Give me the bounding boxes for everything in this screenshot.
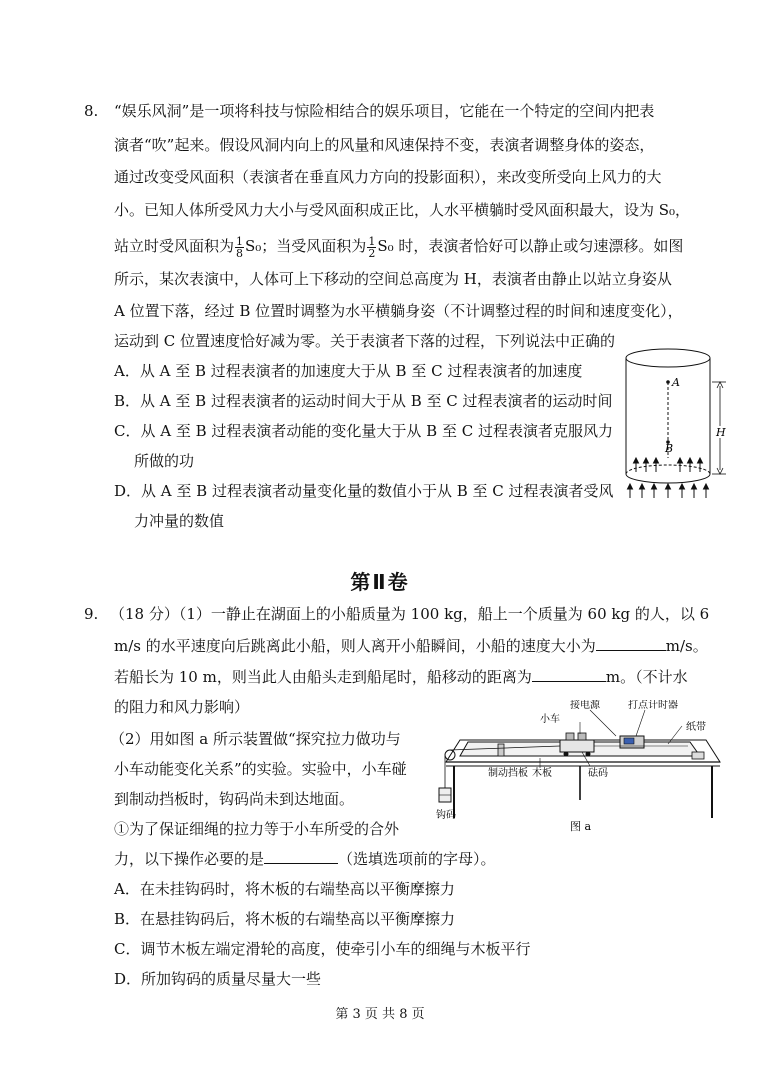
q9-line3-part-b: m。（不计水 — [605, 668, 688, 686]
q9-line2-part-a: m/s 的水平速度向后跳离此小船，则人离开小船瞬间，小船的速度大小为 — [114, 637, 596, 655]
q8-line5-part-c: S₀ 时，表演者恰好可以静止或匀速漂移。如图 — [377, 237, 684, 255]
cart-label: 小车 — [540, 714, 560, 725]
power-label: 接电源 — [570, 700, 600, 711]
q9-option-a: A．在未挂钩码时，将木板的右端垫高以平衡摩擦力 — [114, 880, 455, 898]
q9-part2-line5-part-a: 力，以下操作必要的是 — [114, 850, 265, 868]
q8-option-c-line-1: C．从 A 至 B 过程表演者动能的变化量大于从 B 至 C 过程表演者克服风力 — [114, 422, 613, 440]
q8-text-line-7: A 位置下落，经过 B 位置时调整为水平横躺身姿（不计调整过程的时间和速度变化）， — [114, 302, 683, 320]
wind-arrows-below — [628, 484, 709, 498]
q9-part2-line5-part-b: （选填选项前的字母）。 — [338, 850, 496, 868]
answer-blank-boat-speed[interactable] — [596, 636, 666, 651]
q9-part2-line-3: 到制动挡板时，钩码尚未到达地面。 — [114, 790, 355, 808]
q9-option-d: D．所加钩码的质量尽量大一些 — [114, 970, 322, 988]
q8-text-line-1: “娱乐风洞”是一项将科技与惊险相结合的娱乐项目，它能在一个特定的空间内把表 — [114, 102, 655, 120]
q8-option-d-line-1: D．从 A 至 B 过程表演者动量变化量的数值小于从 B 至 C 过程表演者受风 — [114, 482, 614, 500]
q8-option-a: A．从 A 至 B 过程表演者的加速度大于从 B 至 C 过程表演者的加速度 — [114, 362, 583, 380]
point-b-label: B — [665, 442, 674, 455]
q9-part2-line-5 — [114, 848, 496, 870]
q9-part2-line-1: （2）用如图 a 所示装置做“探究拉力做功与 — [110, 730, 401, 748]
cart-shape — [560, 740, 594, 752]
weight-label: 砝码 — [588, 768, 608, 779]
board-label: 木板 — [532, 768, 552, 779]
figure-caption: 图 a — [570, 820, 592, 833]
point-a-label: A — [672, 376, 680, 389]
q8-option-b: B．从 A 至 B 过程表演者的运动时间大于从 B 至 C 过程表演者的运动时间 — [114, 392, 613, 410]
answer-blank-options[interactable] — [264, 849, 338, 864]
q8-text-line-4: 小。已知人体所受风力大小与受风面积成正比，人水平横躺时受风面积最大，设为 S₀， — [114, 201, 691, 219]
stopper-label: 制动挡板 — [488, 768, 528, 779]
fraction-numerator: 1 — [236, 234, 244, 248]
q9-number: 9. — [84, 605, 99, 623]
q9-text-line-4: 的阻力和风力影响） — [114, 698, 250, 716]
q9-text-line-1: （18 分）（1）一静止在湖面上的小船质量为 100 kg，船上一个质量为 60 kg 的人，以 6 — [110, 605, 710, 623]
page-footer: 第 3 页 共 8 页 — [335, 1007, 425, 1022]
fraction-denominator: 2 — [368, 246, 376, 260]
q9-text-line-2 — [114, 635, 708, 657]
q8-option-c-line-2: 所做的功 — [134, 452, 195, 470]
q8-text-line-2: 演者“吹”起来。假设风洞内向上的风量和风速保持不变，表演者调整身体的姿态， — [114, 136, 655, 154]
wind-arrows-inside — [634, 458, 703, 472]
q8-text-line-8: 运动到 C 位置速度恰好减为零。关于表演者下落的过程，下列说法中正确的 — [114, 332, 616, 350]
q8-text-line-5 — [114, 231, 683, 261]
q8-number: 8. — [84, 102, 99, 120]
apparatus-figure — [420, 700, 736, 850]
wind-tunnel-figure — [618, 340, 732, 510]
section-title: 第Ⅱ卷 — [350, 570, 410, 594]
tape-label: 纸带 — [686, 722, 706, 733]
fraction-one-half — [367, 236, 376, 259]
q9-option-b: B．在悬挂钩码后，将木板的右端垫高以平衡摩擦力 — [114, 910, 456, 928]
q8-text-line-3: 通过改变受风面积（表演者在垂直风力方向的投影面积），来改变所受向上风力的大 — [114, 168, 662, 186]
q9-option-c: C．调节木板左端定滑轮的高度，使牵引小车的细绳与木板平行 — [114, 940, 531, 958]
height-label: H — [716, 426, 726, 439]
q8-text-line-6: 所示，某次表演中，人体可上下移动的空间总高度为 H，表演者由静止以站立身姿从 — [114, 270, 672, 288]
fraction-denominator: 8 — [236, 246, 244, 260]
q8-line5-part-a: 站立时受风面积为 — [114, 237, 235, 255]
q9-part2-line-4: ①为了保证细绳的拉力等于小车所受的合外 — [114, 820, 400, 838]
q8-line5-part-b: S₀；当受风面积为 — [245, 237, 367, 255]
hook-weight-label: 钩码 — [436, 810, 456, 821]
q9-line2-part-b: m/s。 — [665, 637, 708, 655]
fraction-numerator: 1 — [368, 234, 376, 248]
q9-line3-part-a: 若船长为 10 m，则当此人由船头走到船尾时，船移动的距离为 — [114, 668, 532, 686]
fraction-one-eighth — [235, 236, 244, 259]
q8-option-d-line-2: 力冲量的数值 — [134, 512, 225, 530]
timer-label: 打点计时器 — [628, 700, 678, 711]
answer-blank-boat-distance[interactable] — [532, 667, 606, 682]
q9-part2-line-2: 小车动能变化关系”的实验。实验中，小车碰 — [114, 760, 407, 778]
q9-text-line-3 — [114, 666, 688, 688]
